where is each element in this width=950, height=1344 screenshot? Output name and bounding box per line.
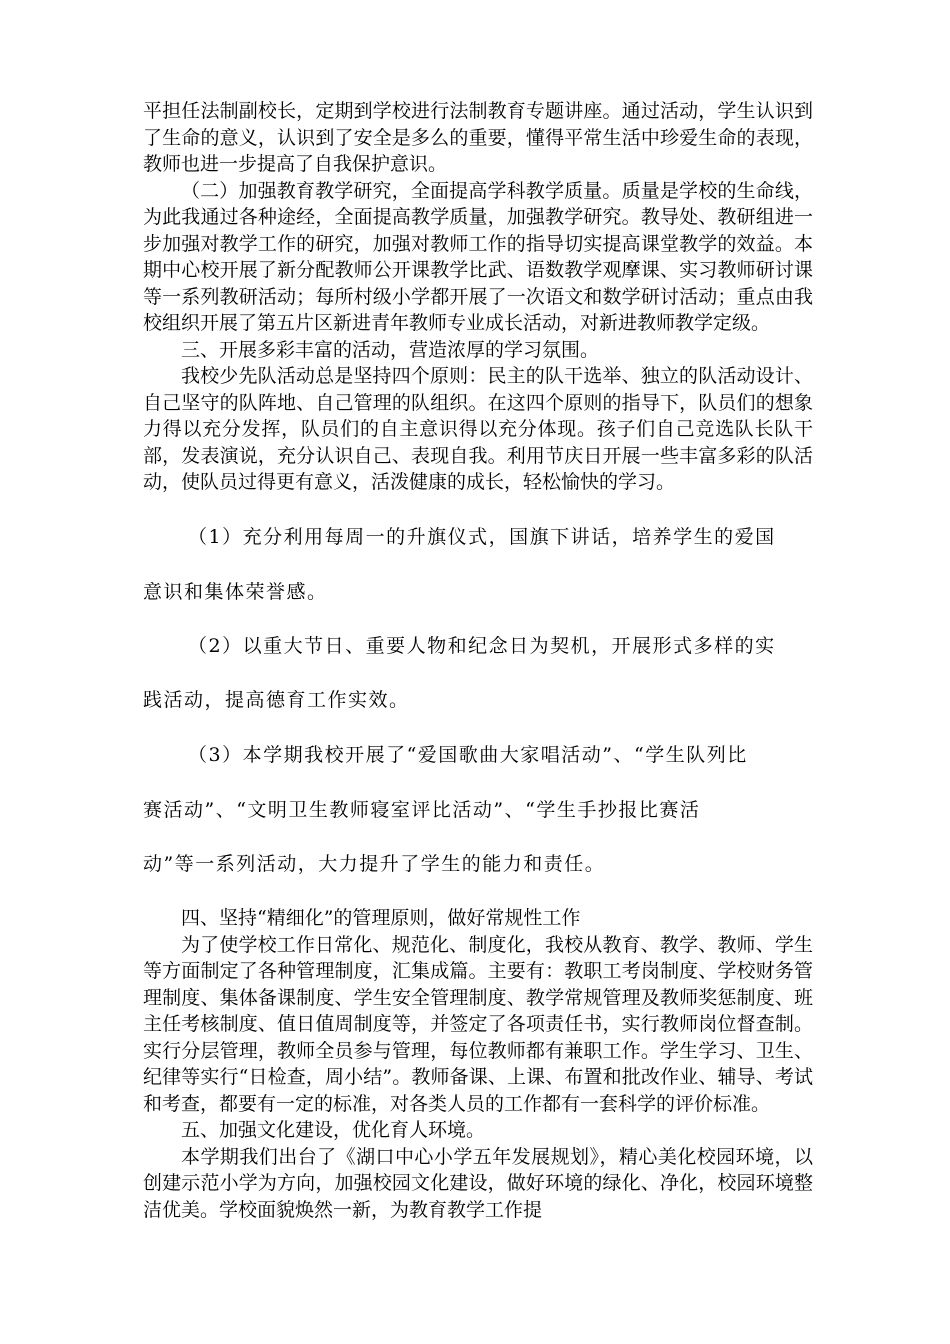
- activity-item-1-line-2: 意识和集体荣誉感。: [143, 581, 328, 603]
- paragraph-management-system: 为了使学校工作日常化、规范化、制度化，我校从教育、教学、教师、学生等方面制定了各种管理制度，汇集成篇。主要有：教职工考岗制度、学校财务管理制度、集体备课制度、学生安全管理制度、教学常规管理及教师奖惩制度、班主任考核制度、值日值周制度等，并签定了各项责任书，实行教师岗位督查制。实行分层管理，教师全员参与管理，每位教师都有兼职工作。学生学习、卫生、纪律等实行“日检查，周小结”。教师备课、上课、布置和批改作业、辅导、考试和考查，都要有一定的标准，对各类人员的工作都有一套科学的评价标准。: [143, 933, 813, 1115]
- paragraph-young-pioneers: 我校少先队活动总是坚持四个原则：民主的队干选举、独立的队活动设计、自己坚守的队阵地、自己管理的队组织。在这四个原则的指导下，队员们的想象力得以充分发挥，队员们的自主意识得以充分体现。孩子们自己竞选队长队干部，发表演说，充分认识自己、表现自我。利用节庆日开展一些丰富多彩的队活动，使队员过得更有意义，活泼健康的成长，轻松愉快的学习。: [143, 365, 813, 493]
- heading-section-four: 四、坚持“精细化”的管理原则，做好常规性工作: [181, 907, 581, 929]
- text-block-upper: [143, 98, 813, 496]
- activity-item-3-line-1: （3）本学期我校开展了“爱国歌曲大家唱活动”、“学生队列比: [188, 744, 748, 766]
- activity-item-2-line-2: 践活动，提高德育工作实效。: [143, 689, 410, 711]
- activity-item-2-line-1: （2）以重大节日、重要人物和纪念日为契机，开展形式多样的实: [188, 635, 776, 657]
- heading-section-three: 三、开展多彩丰富的活动，营造浓厚的学习氛围。: [181, 338, 600, 361]
- heading-section-five: 五、加强文化建设，优化育人环境。: [181, 1119, 486, 1141]
- paragraph-safety-education: 平担任法制副校长，定期到学校进行法制教育专题讲座。通过活动，学生认识到了生命的意义，认识到了安全是多么的重要，懂得平常生活中珍爱生命的表现，教师也进一步提高了自我保护意识。: [143, 100, 813, 175]
- activity-item-3-line-3: 动”等一系列活动，大力提升了学生的能力和责任。: [143, 853, 606, 875]
- activity-item-1-line-1: （1）充分利用每周一的升旗仪式，国旗下讲话，培养学生的爱国: [188, 526, 776, 548]
- paragraph-teaching-research: （二）加强教育教学研究，全面提高学科教学质量。质量是学校的生命线，为此我通过各种途经，全面提高教学质量，加强教学研究。教导处、教研组进一步加强对教学工作的研究，加强对教师工作的指导切实提高课堂教学的效益。本期中心校开展了新分配教师公开课教学比武、语数教学观摩课、实习教师研讨课等一系列教研活动；每所村级小学都开展了一次语文和数学研讨活动；重点由我校组织开展了第五片区新进青年教师专业成长活动，对新进教师教学定级。: [143, 179, 813, 334]
- paragraph-campus-culture: 本学期我们出台了《湖口中心小学五年发展规划》，精心美化校园环境，以创建示范小学为方向，加强校园文化建设，做好环境的绿化、净化，校园环境整洁优美。学校面貌焕然一新，为教育教学工作提: [143, 1145, 813, 1221]
- activity-item-3-line-2: 赛活动”、“文明卫生教师寝室评比活动”、“学生手抄报比赛活: [143, 799, 701, 821]
- text-block-lower: [143, 905, 813, 1223]
